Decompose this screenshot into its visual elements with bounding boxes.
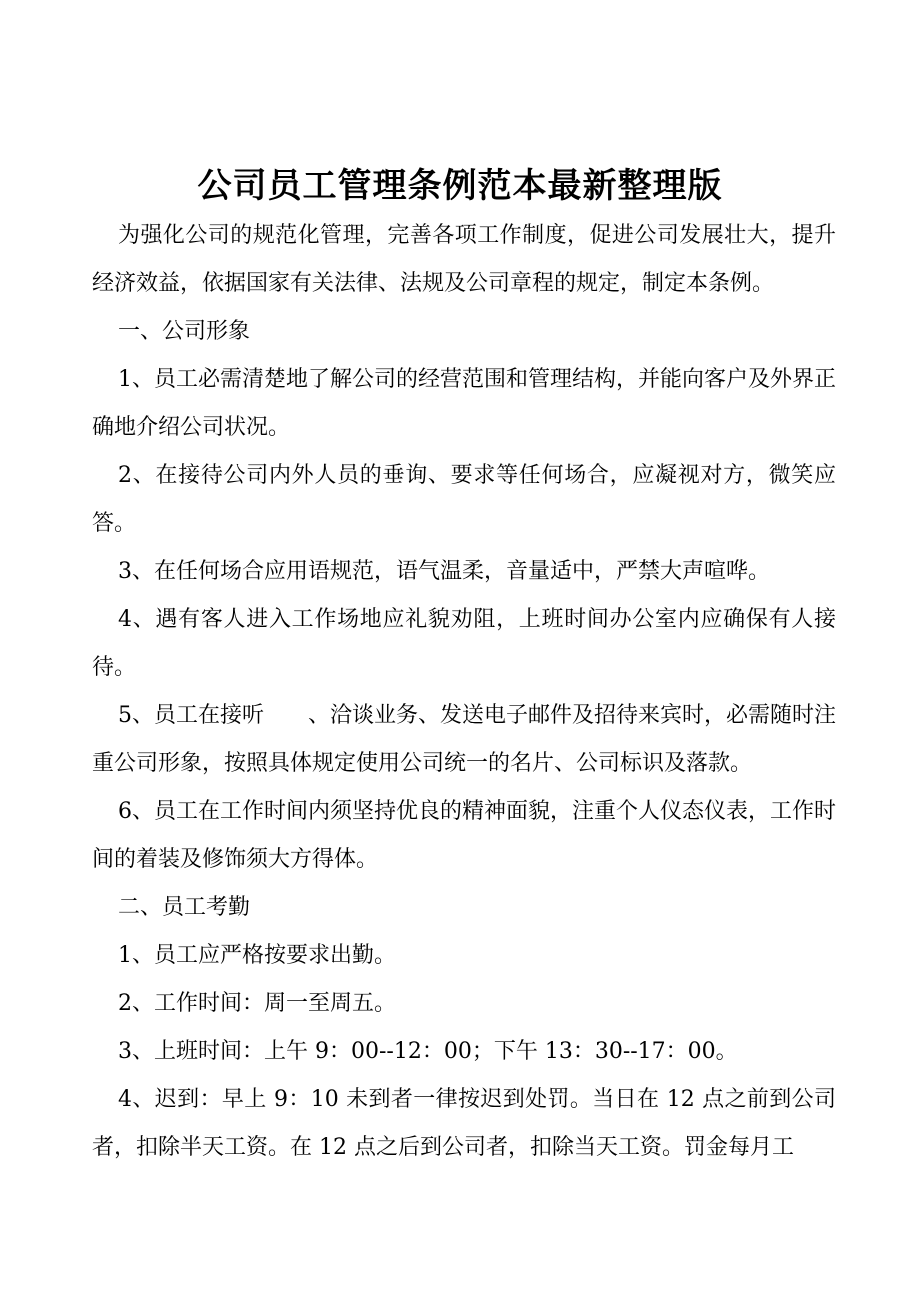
paragraph-item: 5、员工在接听 、洽谈业务、发送电子邮件及招待来宾时，必需随时注重公司形象，按照具体规定使用公司统一的名片、公司标识及落款。 — [92, 703, 836, 776]
paragraph-item: 1、员工应严格按要求出勤。 — [118, 943, 396, 968]
paragraph-item: 3、上班时间：上午 9：00--12：00；下午 13：30--17：00。 — [118, 1039, 738, 1064]
paragraph-item: 6、员工在工作时间内须坚持优良的精神面貌，注重个人仪态仪表，工作时间的着装及修饰须大方得体。 — [92, 799, 836, 872]
document-title: 公司员工管理条例范本最新整理版 — [197, 166, 723, 206]
section-heading-attendance: 二、员工考勤 — [118, 895, 251, 920]
paragraph-item: 1、员工必需清楚地了解公司的经营范围和管理结构，并能向客户及外界正确地介绍公司状况。 — [92, 367, 836, 440]
paragraph-item: 2、在接待公司内外人员的垂询、要求等任何场合，应凝视对方，微笑应答。 — [92, 463, 836, 536]
intro-paragraph: 为强化公司的规范化管理，完善各项工作制度，促进公司发展壮大，提升经济效益，依据国家有关法律、法规及公司章程的规定，制定本条例。 — [92, 223, 836, 296]
paragraph-item: 2、工作时间：周一至周五。 — [118, 991, 396, 1016]
paragraph-item: 4、遇有客人进入工作场地应礼貌劝阻，上班时间办公室内应确保有人接待。 — [92, 607, 836, 680]
paragraph-item: 3、在任何场合应用语规范，语气温柔，音量适中，严禁大声喧哗。 — [118, 559, 770, 584]
paragraph-item: 4、迟到：早上 9：10 未到者一律按迟到处罚。当日在 12 点之前到公司者，扣除半天工资。在 12 点之后到公司者，扣除当天工资。罚金每月工 — [92, 1087, 836, 1160]
document-body — [92, 212, 836, 1172]
section-heading-company-image: 一、公司形象 — [118, 319, 251, 344]
